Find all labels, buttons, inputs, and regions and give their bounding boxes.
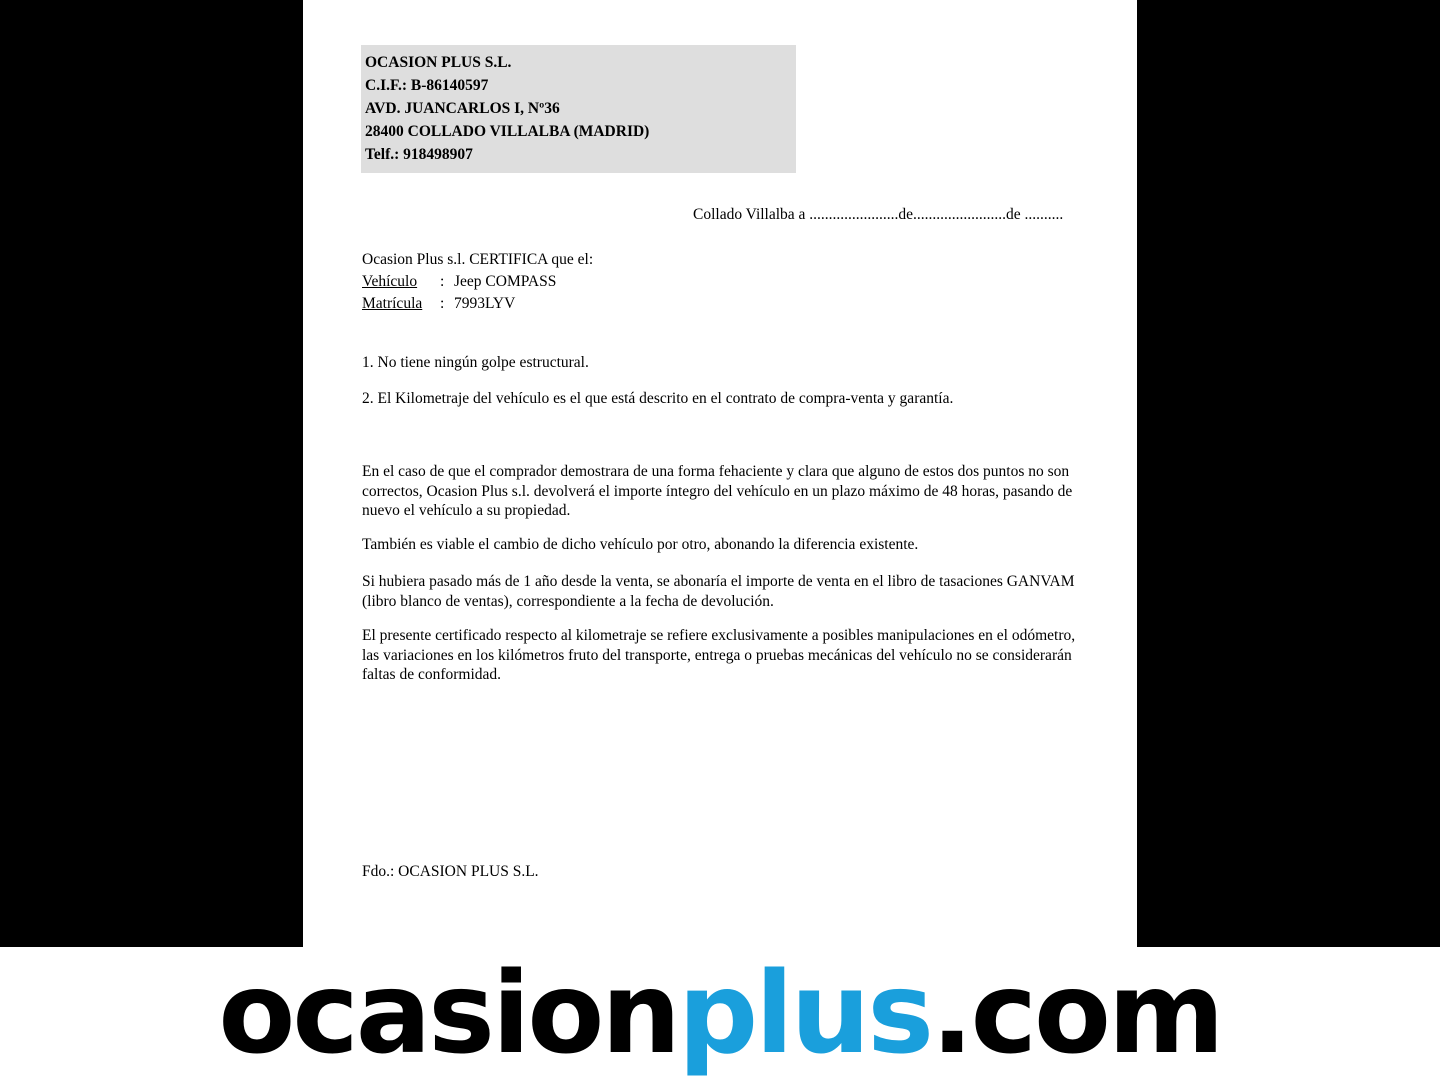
field-matricula-value: 7993LYV xyxy=(454,295,516,312)
footer-logo-band xyxy=(0,947,1440,1080)
field-matricula xyxy=(362,293,593,315)
paragraph-1: En el caso de que el comprador demostrara de una forma fehaciente y clara que alguno de estos dos puntos no son correctos, Ocasion Plus s.l. devolverá el importe íntegro del vehículo en un plazo máximo de 48 horas, pasando de nuevo el vehículo a su propiedad. xyxy=(362,463,1073,519)
document-page xyxy=(303,0,1137,947)
certifies-block xyxy=(362,249,593,315)
point-1: 1. No tiene ningún golpe estructural. xyxy=(362,354,589,371)
paragraph-4: El presente certificado respecto al kilometraje se refiere exclusivamente a posibles manipulaciones en el odómetro, las variaciones en los kilómetros fruto del transporte, entrega o pruebas mecánicas del vehículo no se considerarán faltas de conformidad. xyxy=(362,627,1076,683)
place-date-line: Collado Villalba a .......................de........................de .......... xyxy=(693,206,1064,223)
company-cif: C.I.F.: B-86140597 xyxy=(365,77,489,94)
field-vehiculo-value: Jeep COMPASS xyxy=(454,273,557,290)
certifies-intro: Ocasion Plus s.l. CERTIFICA que el: xyxy=(362,251,594,268)
field-matricula-separator: : xyxy=(440,295,445,312)
point-2: 2. El Kilometraje del vehículo es el que está descrito en el contrato de compra-venta y garantía. xyxy=(362,390,954,407)
field-vehiculo xyxy=(362,271,593,293)
field-vehiculo-separator: : xyxy=(440,273,445,290)
paragraph-3: Si hubiera pasado más de 1 año desde la venta, se abonaría el importe de venta en el libro de tasaciones GANVAM (libro blanco de ventas), correspondiente a la fecha de devolución. xyxy=(362,573,1075,610)
field-matricula-label: Matrícula xyxy=(362,295,423,312)
document-body xyxy=(303,0,1137,947)
company-name: OCASION PLUS S.L. xyxy=(365,54,512,71)
company-city: 28400 COLLADO VILLALBA (MADRID) xyxy=(365,123,650,140)
ocasionplus-logo xyxy=(218,948,1222,1079)
signature-line: Fdo.: OCASION PLUS S.L. xyxy=(362,863,539,880)
logo-text-ocasion: ocasion xyxy=(218,948,679,1079)
logo-text-dotcom: .com xyxy=(931,948,1222,1079)
field-vehiculo-label: Vehículo xyxy=(362,273,418,290)
logo-text-plus: plus xyxy=(678,948,932,1079)
company-header-box xyxy=(361,45,796,173)
company-address: AVD. JUANCARLOS I, Nº36 xyxy=(365,100,560,117)
paragraph-2: También es viable el cambio de dicho vehículo por otro, abonando la diferencia existente. xyxy=(362,536,919,553)
company-phone: Telf.: 918498907 xyxy=(365,146,473,163)
